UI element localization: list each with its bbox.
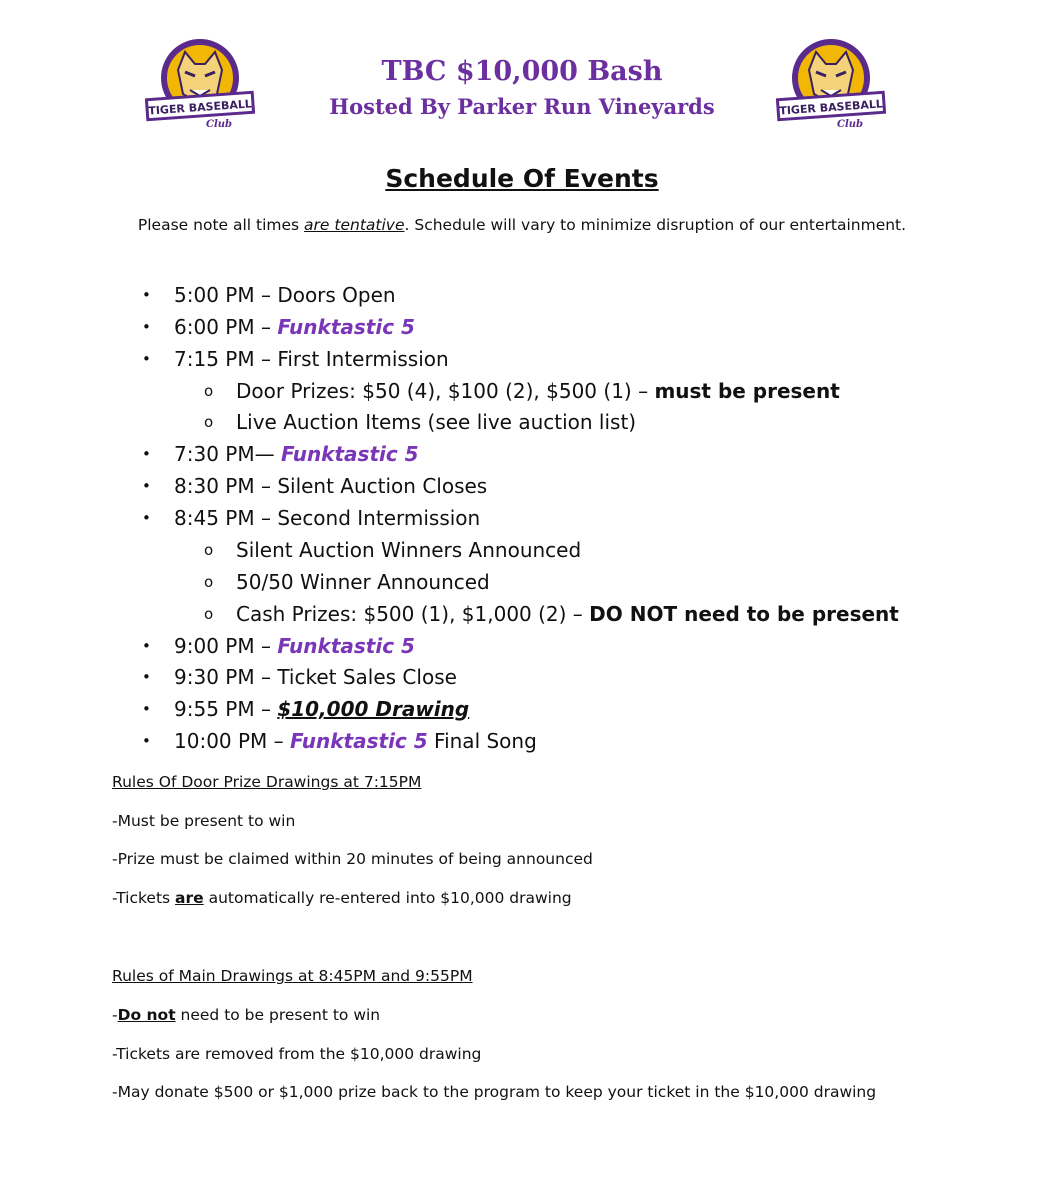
door-prize-rule: -Tickets are automatically re-entered into $10,000 drawing (112, 889, 572, 907)
bullet-icon: • (142, 318, 151, 336)
main-drawing-rule: -Tickets are removed from the $10,000 drawing (112, 1045, 482, 1063)
event-title: TBC $10,000 Bash (381, 56, 663, 87)
svg-text:Club: Club (205, 119, 233, 130)
main-drawing-rules-heading: Rules of Main Drawings at 8:45PM and 9:55PM (112, 967, 473, 985)
bullet-icon: • (142, 700, 151, 718)
bullet-icon: • (142, 509, 151, 527)
svg-text:TIGER BASEBALL: TIGER BASEBALL (778, 97, 884, 118)
bullet-icon: • (142, 350, 151, 368)
bullet-icon: • (142, 637, 151, 655)
sub-bullet-icon: o (204, 573, 214, 591)
svg-text:Club: Club (836, 119, 864, 130)
schedule-title: Schedule Of Events (385, 164, 659, 193)
door-prize-rule: -Prize must be claimed within 20 minutes of being announced (112, 850, 593, 868)
sub-bullet-icon: o (204, 605, 214, 623)
event-host: Hosted By Parker Run Vineyards (329, 94, 715, 119)
main-drawing-rule: -May donate $500 or $1,000 prize back to the program to keep your ticket in the $10,000 drawing (112, 1083, 877, 1101)
sub-bullet-icon: o (204, 541, 214, 559)
bullet-icon: • (142, 477, 151, 495)
door-prize-rule: -Must be present to win (112, 812, 296, 830)
schedule-note: Please note all times are tentative. Schedule will vary to minimize disruption of our entertainment. (137, 216, 907, 234)
door-prize-rules-heading: Rules Of Door Prize Drawings at 7:15PM (112, 773, 422, 791)
main-drawing-rule: -Do not need to be present to win (112, 1006, 381, 1024)
svg-text:TIGER BASEBALL: TIGER BASEBALL (147, 97, 253, 118)
sub-bullet-icon: o (204, 382, 214, 400)
bullet-icon: • (142, 668, 151, 686)
sub-bullet-icon: o (204, 413, 214, 431)
bullet-icon: • (142, 445, 151, 463)
bullet-icon: • (142, 286, 151, 304)
bullet-icon: • (142, 732, 151, 750)
